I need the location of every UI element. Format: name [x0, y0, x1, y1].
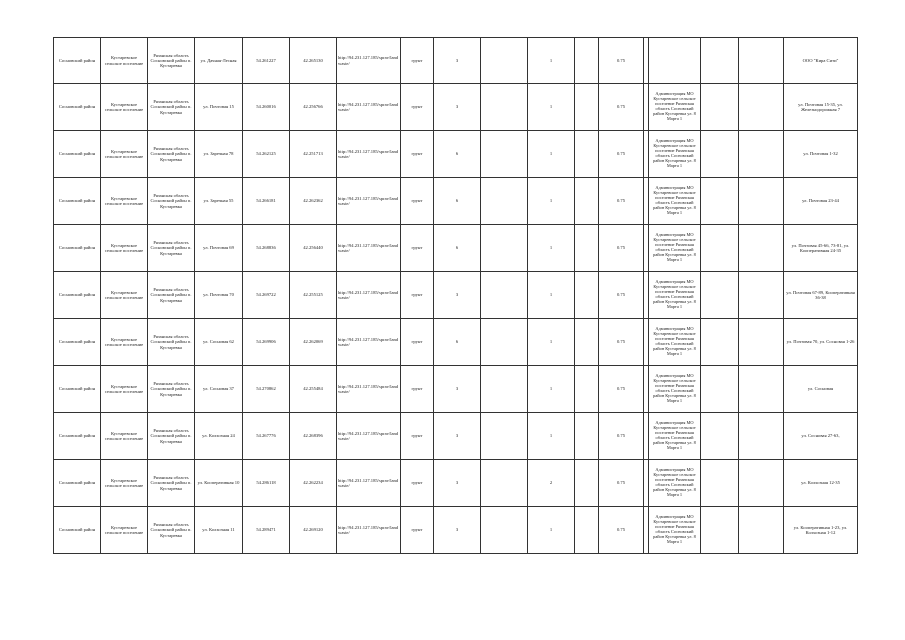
- owner-cell: Администрация МО Кустаревское сельское поселение Рязанская область Сосновский район Кустаревка ул. 8 Марта 1: [649, 131, 701, 178]
- empty-cell: [739, 38, 784, 84]
- surface-cell: грунт: [401, 272, 434, 319]
- empty-cell: [739, 507, 784, 554]
- served-objects-cell: ул. Почтовая 15-35, ул. Железнодорожная 7: [784, 84, 858, 131]
- latitude-cell: 54.269906: [243, 319, 290, 366]
- longitude-cell: 42.255125: [290, 272, 337, 319]
- volume-cell: 0.75: [599, 272, 644, 319]
- served-objects-cell: ООО "Кира Сити": [784, 38, 858, 84]
- empty-cell: [481, 460, 528, 507]
- settlement-cell: Кустаревское сельское поселение: [101, 460, 148, 507]
- container-count-cell: 1: [528, 178, 575, 225]
- empty-cell: [739, 178, 784, 225]
- empty-cell: [739, 460, 784, 507]
- street-cell: ул. Дачная-Лесная: [195, 38, 243, 84]
- empty-cell: [481, 84, 528, 131]
- empty-cell: [701, 225, 739, 272]
- district-cell: Сосновский район: [54, 366, 101, 413]
- latitude-cell: 54.269722: [243, 272, 290, 319]
- empty-cell: [481, 178, 528, 225]
- district-cell: Сосновский район: [54, 319, 101, 366]
- link-cell: http://94.231.127.185/sprav/landwaste/: [337, 131, 401, 178]
- volume-cell: 0.75: [599, 84, 644, 131]
- table-row: [54, 413, 858, 460]
- longitude-cell: 42.268396: [290, 413, 337, 460]
- link-cell: http://94.231.127.185/sprav/landwaste/: [337, 178, 401, 225]
- area-count-cell: 6: [434, 178, 481, 225]
- street-cell: ул. Почтовая 70: [195, 272, 243, 319]
- settlement-cell: Кустаревское сельское поселение: [101, 507, 148, 554]
- area-cell: Рязанская область Сосновский район п. Кустаревка: [148, 319, 195, 366]
- owner-cell: Администрация МО Кустаревское сельское поселение Рязанская область Сосновский район Кустаревка ул. 8 Марта 1: [649, 413, 701, 460]
- longitude-cell: 42.251713: [290, 131, 337, 178]
- volume-cell: 0.75: [599, 366, 644, 413]
- area-cell: Рязанская область Сосновский район п. Кустаревка: [148, 84, 195, 131]
- link-cell: http://94.231.127.185/sprav/landwaste/: [337, 507, 401, 554]
- empty-cell: [701, 366, 739, 413]
- surface-cell: грунт: [401, 84, 434, 131]
- street-cell: ул. Заречная 55: [195, 178, 243, 225]
- empty-cell: [481, 319, 528, 366]
- area-count-cell: 3: [434, 38, 481, 84]
- container-count-cell: 1: [528, 272, 575, 319]
- container-count-cell: 1: [528, 319, 575, 366]
- settlement-cell: Кустаревское сельское поселение: [101, 272, 148, 319]
- area-count-cell: 3: [434, 366, 481, 413]
- link-cell: http://94.231.127.185/sprav/landwaste/: [337, 272, 401, 319]
- latitude-cell: 54.268836: [243, 225, 290, 272]
- served-objects-cell: ул. Сосновая: [784, 366, 858, 413]
- empty-cell: [575, 319, 599, 366]
- surface-cell: грунт: [401, 178, 434, 225]
- surface-cell: грунт: [401, 460, 434, 507]
- empty-cell: [701, 460, 739, 507]
- street-cell: ул. Заречная 78: [195, 131, 243, 178]
- table-row: [54, 38, 858, 84]
- latitude-cell: 54.267776: [243, 413, 290, 460]
- empty-cell: [701, 131, 739, 178]
- empty-cell: [575, 272, 599, 319]
- served-objects-cell: ул. Кооперативная 1-23, ул. Колхозная 1-12: [784, 507, 858, 554]
- settlement-cell: Кустаревское сельское поселение: [101, 225, 148, 272]
- table-row: [54, 319, 858, 366]
- longitude-cell: 42.255484: [290, 366, 337, 413]
- table-row: [54, 460, 858, 507]
- table-row: [54, 272, 858, 319]
- table-row: [54, 366, 858, 413]
- empty-cell: [701, 178, 739, 225]
- area-cell: Рязанская область Сосновский район п. Кустаревка: [148, 131, 195, 178]
- area-count-cell: 3: [434, 460, 481, 507]
- empty-cell: [739, 366, 784, 413]
- empty-cell: [575, 413, 599, 460]
- longitude-cell: 42.269120: [290, 507, 337, 554]
- container-count-cell: 1: [528, 131, 575, 178]
- surface-cell: грунт: [401, 413, 434, 460]
- area-count-cell: 3: [434, 413, 481, 460]
- surface-cell: грунт: [401, 225, 434, 272]
- surface-cell: грунт: [401, 38, 434, 84]
- volume-cell: 0.75: [599, 413, 644, 460]
- empty-cell: [575, 38, 599, 84]
- empty-cell: [739, 319, 784, 366]
- empty-cell: [701, 84, 739, 131]
- empty-cell: [481, 272, 528, 319]
- empty-cell: [701, 507, 739, 554]
- latitude-cell: 54.289471: [243, 507, 290, 554]
- area-count-cell: 6: [434, 225, 481, 272]
- district-cell: Сосновский район: [54, 84, 101, 131]
- district-cell: Сосновский район: [54, 225, 101, 272]
- empty-cell: [575, 366, 599, 413]
- empty-cell: [701, 413, 739, 460]
- container-count-cell: 1: [528, 84, 575, 131]
- settlement-cell: Кустаревское сельское поселение: [101, 319, 148, 366]
- table-row: [54, 225, 858, 272]
- empty-cell: [701, 319, 739, 366]
- settlement-cell: Кустаревское сельское поселение: [101, 178, 148, 225]
- link-cell: http://94.231.127.185/sprav/landwaste/: [337, 366, 401, 413]
- longitude-cell: 42.256766: [290, 84, 337, 131]
- latitude-cell: 54.286118: [243, 460, 290, 507]
- settlement-cell: Кустаревское сельское поселение: [101, 131, 148, 178]
- container-count-cell: 1: [528, 225, 575, 272]
- street-cell: ул. Сосновая 37: [195, 366, 243, 413]
- owner-cell: Администрация МО Кустаревское сельское поселение Рязанская область Сосновский район Кустаревка ул. 8 Марта 1: [649, 319, 701, 366]
- settlement-cell: Кустаревское сельское поселение: [101, 38, 148, 84]
- owner-cell: [649, 38, 701, 84]
- served-objects-cell: ул. Сосновая 27-63,: [784, 413, 858, 460]
- served-objects-cell: ул. Почтовая 23-44: [784, 178, 858, 225]
- empty-cell: [575, 507, 599, 554]
- empty-cell: [739, 131, 784, 178]
- district-cell: Сосновский район: [54, 272, 101, 319]
- area-count-cell: 6: [434, 131, 481, 178]
- link-cell: http://94.231.127.185/sprav/landwaste/: [337, 460, 401, 507]
- volume-cell: 0.75: [599, 507, 644, 554]
- area-cell: Рязанская область Сосновский район п. Кустаревка: [148, 272, 195, 319]
- empty-cell: [481, 507, 528, 554]
- area-cell: Рязанская область Сосновский район п. Кустаревка: [148, 460, 195, 507]
- street-cell: ул. Колхозная 11: [195, 507, 243, 554]
- empty-cell: [575, 178, 599, 225]
- district-cell: Сосновский район: [54, 178, 101, 225]
- table-row: [54, 507, 858, 554]
- container-count-cell: 1: [528, 507, 575, 554]
- district-cell: Сосновский район: [54, 507, 101, 554]
- served-objects-cell: ул. Почтовая 45-66, 73-81, ул. Кооперативная 24-35: [784, 225, 858, 272]
- area-cell: Рязанская область Сосновский район п. Кустаревка: [148, 178, 195, 225]
- latitude-cell: 54.260016: [243, 84, 290, 131]
- longitude-cell: 42.262362: [290, 178, 337, 225]
- surface-cell: грунт: [401, 131, 434, 178]
- street-cell: ул. Колхозная 24: [195, 413, 243, 460]
- empty-cell: [739, 225, 784, 272]
- district-cell: Сосновский район: [54, 460, 101, 507]
- owner-cell: Администрация МО Кустаревское сельское поселение Рязанская область Сосновский район Кустаревка ул. 8 Марта 1: [649, 84, 701, 131]
- served-objects-cell: ул. Колхозная 12-35: [784, 460, 858, 507]
- empty-cell: [739, 84, 784, 131]
- empty-cell: [739, 413, 784, 460]
- empty-cell: [575, 131, 599, 178]
- longitude-cell: 42.265130: [290, 38, 337, 84]
- container-count-cell: 2: [528, 460, 575, 507]
- empty-cell: [481, 38, 528, 84]
- volume-cell: 0.75: [599, 38, 644, 84]
- longitude-cell: 42.262069: [290, 319, 337, 366]
- area-count-cell: 3: [434, 272, 481, 319]
- area-cell: Рязанская область Сосновский район п. Кустаревка: [148, 38, 195, 84]
- street-cell: ул. Почтовая 15: [195, 84, 243, 131]
- empty-cell: [701, 38, 739, 84]
- empty-cell: [481, 131, 528, 178]
- empty-cell: [575, 225, 599, 272]
- volume-cell: 0.75: [599, 178, 644, 225]
- district-cell: Сосновский район: [54, 131, 101, 178]
- longitude-cell: 42.262234: [290, 460, 337, 507]
- area-cell: Рязанская область Сосновский район п. Кустаревка: [148, 225, 195, 272]
- district-cell: Сосновский район: [54, 38, 101, 84]
- longitude-cell: 42.256440: [290, 225, 337, 272]
- latitude-cell: 54.270862: [243, 366, 290, 413]
- empty-cell: [575, 84, 599, 131]
- empty-cell: [701, 272, 739, 319]
- street-cell: ул. Кооперативная 10: [195, 460, 243, 507]
- latitude-cell: 54.261227: [243, 38, 290, 84]
- served-objects-cell: ул. Почтовая 1-32: [784, 131, 858, 178]
- owner-cell: Администрация МО Кустаревское сельское поселение Рязанская область Сосновский район Кустаревка ул. 8 Марта 1: [649, 225, 701, 272]
- volume-cell: 0.75: [599, 131, 644, 178]
- volume-cell: 0.75: [599, 319, 644, 366]
- link-cell: http://94.231.127.185/sprav/landwaste/: [337, 413, 401, 460]
- surface-cell: грунт: [401, 507, 434, 554]
- link-cell: http://94.231.127.185/sprav/landwaste/: [337, 38, 401, 84]
- area-cell: Рязанская область Сосновский район п. Кустаревка: [148, 366, 195, 413]
- table-row: [54, 131, 858, 178]
- empty-cell: [481, 366, 528, 413]
- empty-cell: [575, 460, 599, 507]
- served-objects-cell: ул. Почтовая 67-89, Кооперативная 36-38: [784, 272, 858, 319]
- area-count-cell: 3: [434, 84, 481, 131]
- latitude-cell: 54.266181: [243, 178, 290, 225]
- empty-cell: [481, 413, 528, 460]
- owner-cell: Администрация МО Кустаревское сельское поселение Рязанская область Сосновский район Кустаревка ул. 8 Марта 1: [649, 178, 701, 225]
- table-row: [54, 178, 858, 225]
- empty-cell: [739, 272, 784, 319]
- district-cell: Сосновский район: [54, 413, 101, 460]
- latitude-cell: 54.262125: [243, 131, 290, 178]
- container-count-cell: 1: [528, 366, 575, 413]
- settlement-cell: Кустаревское сельское поселение: [101, 366, 148, 413]
- table-row: [54, 84, 858, 131]
- volume-cell: 0.75: [599, 225, 644, 272]
- volume-cell: 0.75: [599, 460, 644, 507]
- street-cell: ул. Сосновая 62: [195, 319, 243, 366]
- area-cell: Рязанская область Сосновский район п. Кустаревка: [148, 507, 195, 554]
- link-cell: http://94.231.127.185/sprav/landwaste/: [337, 319, 401, 366]
- settlement-cell: Кустаревское сельское поселение: [101, 84, 148, 131]
- area-count-cell: 6: [434, 319, 481, 366]
- link-cell: http://94.231.127.185/sprav/landwaste/: [337, 225, 401, 272]
- owner-cell: Администрация МО Кустаревское сельское поселение Рязанская область Сосновский район Кустаревка ул. 8 Марта 1: [649, 366, 701, 413]
- owner-cell: Администрация МО Кустаревское сельское поселение Рязанская область Сосновский район Кустаревка ул. 8 Марта 1: [649, 507, 701, 554]
- owner-cell: Администрация МО Кустаревское сельское поселение Рязанская область Сосновский район Кустаревка ул. 8 Марта 1: [649, 460, 701, 507]
- street-cell: ул. Почтовая 69: [195, 225, 243, 272]
- container-count-cell: 1: [528, 413, 575, 460]
- link-cell: http://94.231.127.185/sprav/landwaste/: [337, 84, 401, 131]
- waste-sites-table: [53, 37, 858, 554]
- area-cell: Рязанская область Сосновский район п. Кустаревка: [148, 413, 195, 460]
- area-count-cell: 3: [434, 507, 481, 554]
- owner-cell: Администрация МО Кустаревское сельское поселение Рязанская область Сосновский район Кустаревка ул. 8 Марта 1: [649, 272, 701, 319]
- settlement-cell: Кустаревское сельское поселение: [101, 413, 148, 460]
- container-count-cell: 1: [528, 38, 575, 84]
- surface-cell: грунт: [401, 366, 434, 413]
- empty-cell: [481, 225, 528, 272]
- surface-cell: грунт: [401, 319, 434, 366]
- served-objects-cell: ул. Почтовая 70, ул. Сосновая 1-26: [784, 319, 858, 366]
